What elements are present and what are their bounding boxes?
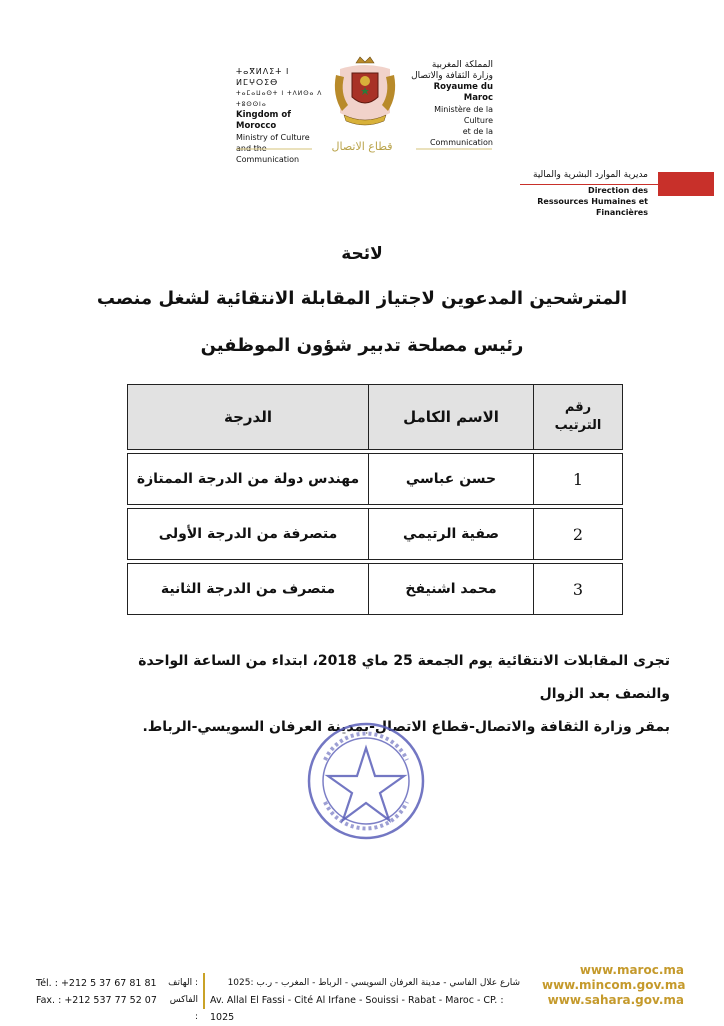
row-rank: 1 <box>534 454 623 505</box>
tifinagh-line-2: ⵜⴰⵎⴰⵡⴰⵙⵜ ⵏ ⵜⴷⵍⵙⴰ ⴷ ⵜⵓⵙⵙⵏⴰ <box>236 90 323 108</box>
footer-fax <box>36 992 168 1009</box>
rank-header-line2: الترتيب <box>554 418 602 433</box>
table-header-row <box>128 385 623 450</box>
fax-value: +212 537 77 52 07 <box>64 995 157 1006</box>
ministry-ar: وزارة الثقافة والاتصال <box>411 71 493 81</box>
official-stamp-icon <box>305 720 427 842</box>
fax-label: Fax. : <box>36 995 62 1006</box>
coat-of-arms-icon <box>330 55 400 127</box>
row-name: صفية الرتيمي <box>369 509 534 560</box>
kingdom-fr: Royaume du Maroc <box>433 82 493 103</box>
ministry-fr-2: et de la Communication <box>429 127 493 147</box>
header-right-block <box>405 60 493 148</box>
tel-label-ar: الهاتف : <box>168 978 198 988</box>
ministry-en-1: Ministry of Culture <box>236 133 310 142</box>
footer-websites <box>542 963 684 1008</box>
footer-contact-ar <box>166 975 198 1026</box>
kingdom-ar: المملكة المغربية <box>431 60 493 70</box>
table-row <box>128 454 623 505</box>
row-name: محمد اشنيفخ <box>369 564 534 615</box>
tel-label: Tél. : <box>36 978 58 989</box>
direction-fr-line2: Ressources Humaines et Financières <box>537 197 648 217</box>
row-rank: 2 <box>534 509 623 560</box>
direction-fr <box>520 185 648 218</box>
document-subtitle-1: المترشحين المدعوين لاجتياز المقابلة الانتقائية لشغل منصب <box>96 288 628 309</box>
row-rank: 3 <box>534 564 623 615</box>
ministry-en-2: and the Communication <box>236 144 300 164</box>
sector-label: قطاع الاتصال <box>331 140 393 153</box>
name-header: الاسم الكامل <box>369 385 534 450</box>
row-grade: مهندس دولة من الدرجة الممتازة <box>128 454 369 505</box>
address-fr: Av. Allal El Fassi - Cité Al Irfane - Souissi - Rabat - Maroc - CP. : 1025 <box>210 995 504 1023</box>
document-subtitle-2: رئيس مصلحة تدبير شؤون الموظفين <box>200 335 524 356</box>
direction-red-block <box>658 172 714 196</box>
notice-line-2: بمقر وزارة الثقافة والاتصال-قطاع الاتصال-بمدينة العرفان السويسي-الرباط. <box>142 719 670 735</box>
table-row <box>128 509 623 560</box>
row-name: حسن عباسي <box>369 454 534 505</box>
direction-fr-line1: Direction des <box>588 186 648 195</box>
rank-header-line1: رقم <box>564 400 592 415</box>
document-title: لائحة <box>341 244 383 264</box>
kingdom-en: Kingdom of Morocco <box>236 110 291 131</box>
direction-ar: مديرية الموارد البشرية والمالية <box>533 170 648 180</box>
footer-contact <box>36 975 168 1009</box>
grade-header: الدرجة <box>128 385 369 450</box>
ministry-fr-1: Ministère de la Culture <box>434 105 493 125</box>
notice-line-1: تجرى المقابلات الانتقائية يوم الجمعة 25 ماي 2018، ابتداء من الساعة الواحدة والنصف بعد الزوال <box>138 653 670 702</box>
row-grade: متصرف من الدرجة الثانية <box>128 564 369 615</box>
rank-header <box>534 385 623 450</box>
footer-divider <box>203 973 205 1009</box>
footer-tel <box>36 975 168 992</box>
fax-label-ar: الفاكس : <box>169 995 198 1022</box>
website-link[interactable]: www.sahara.gov.ma <box>547 993 684 1007</box>
tel-value: +212 5 37 67 81 81 <box>60 978 157 989</box>
website-link[interactable]: www.mincom.gov.ma <box>542 978 686 992</box>
table-row <box>128 564 623 615</box>
row-grade: متصرفة من الدرجة الأولى <box>128 509 369 560</box>
candidates-table <box>127 384 623 615</box>
website-link[interactable]: www.maroc.ma <box>579 963 684 977</box>
address-ar: شارع علال الفاسي - مدينة العرفان السويسي - الرباط - المغرب - ر.ب :1025 <box>227 978 520 988</box>
tifinagh-line-1: ⵜⴰⴳⵍⴷⵉⵜ ⵏ ⵍⵎⵖⵔⵉⴱ <box>236 67 290 87</box>
footer-address <box>210 975 520 1026</box>
